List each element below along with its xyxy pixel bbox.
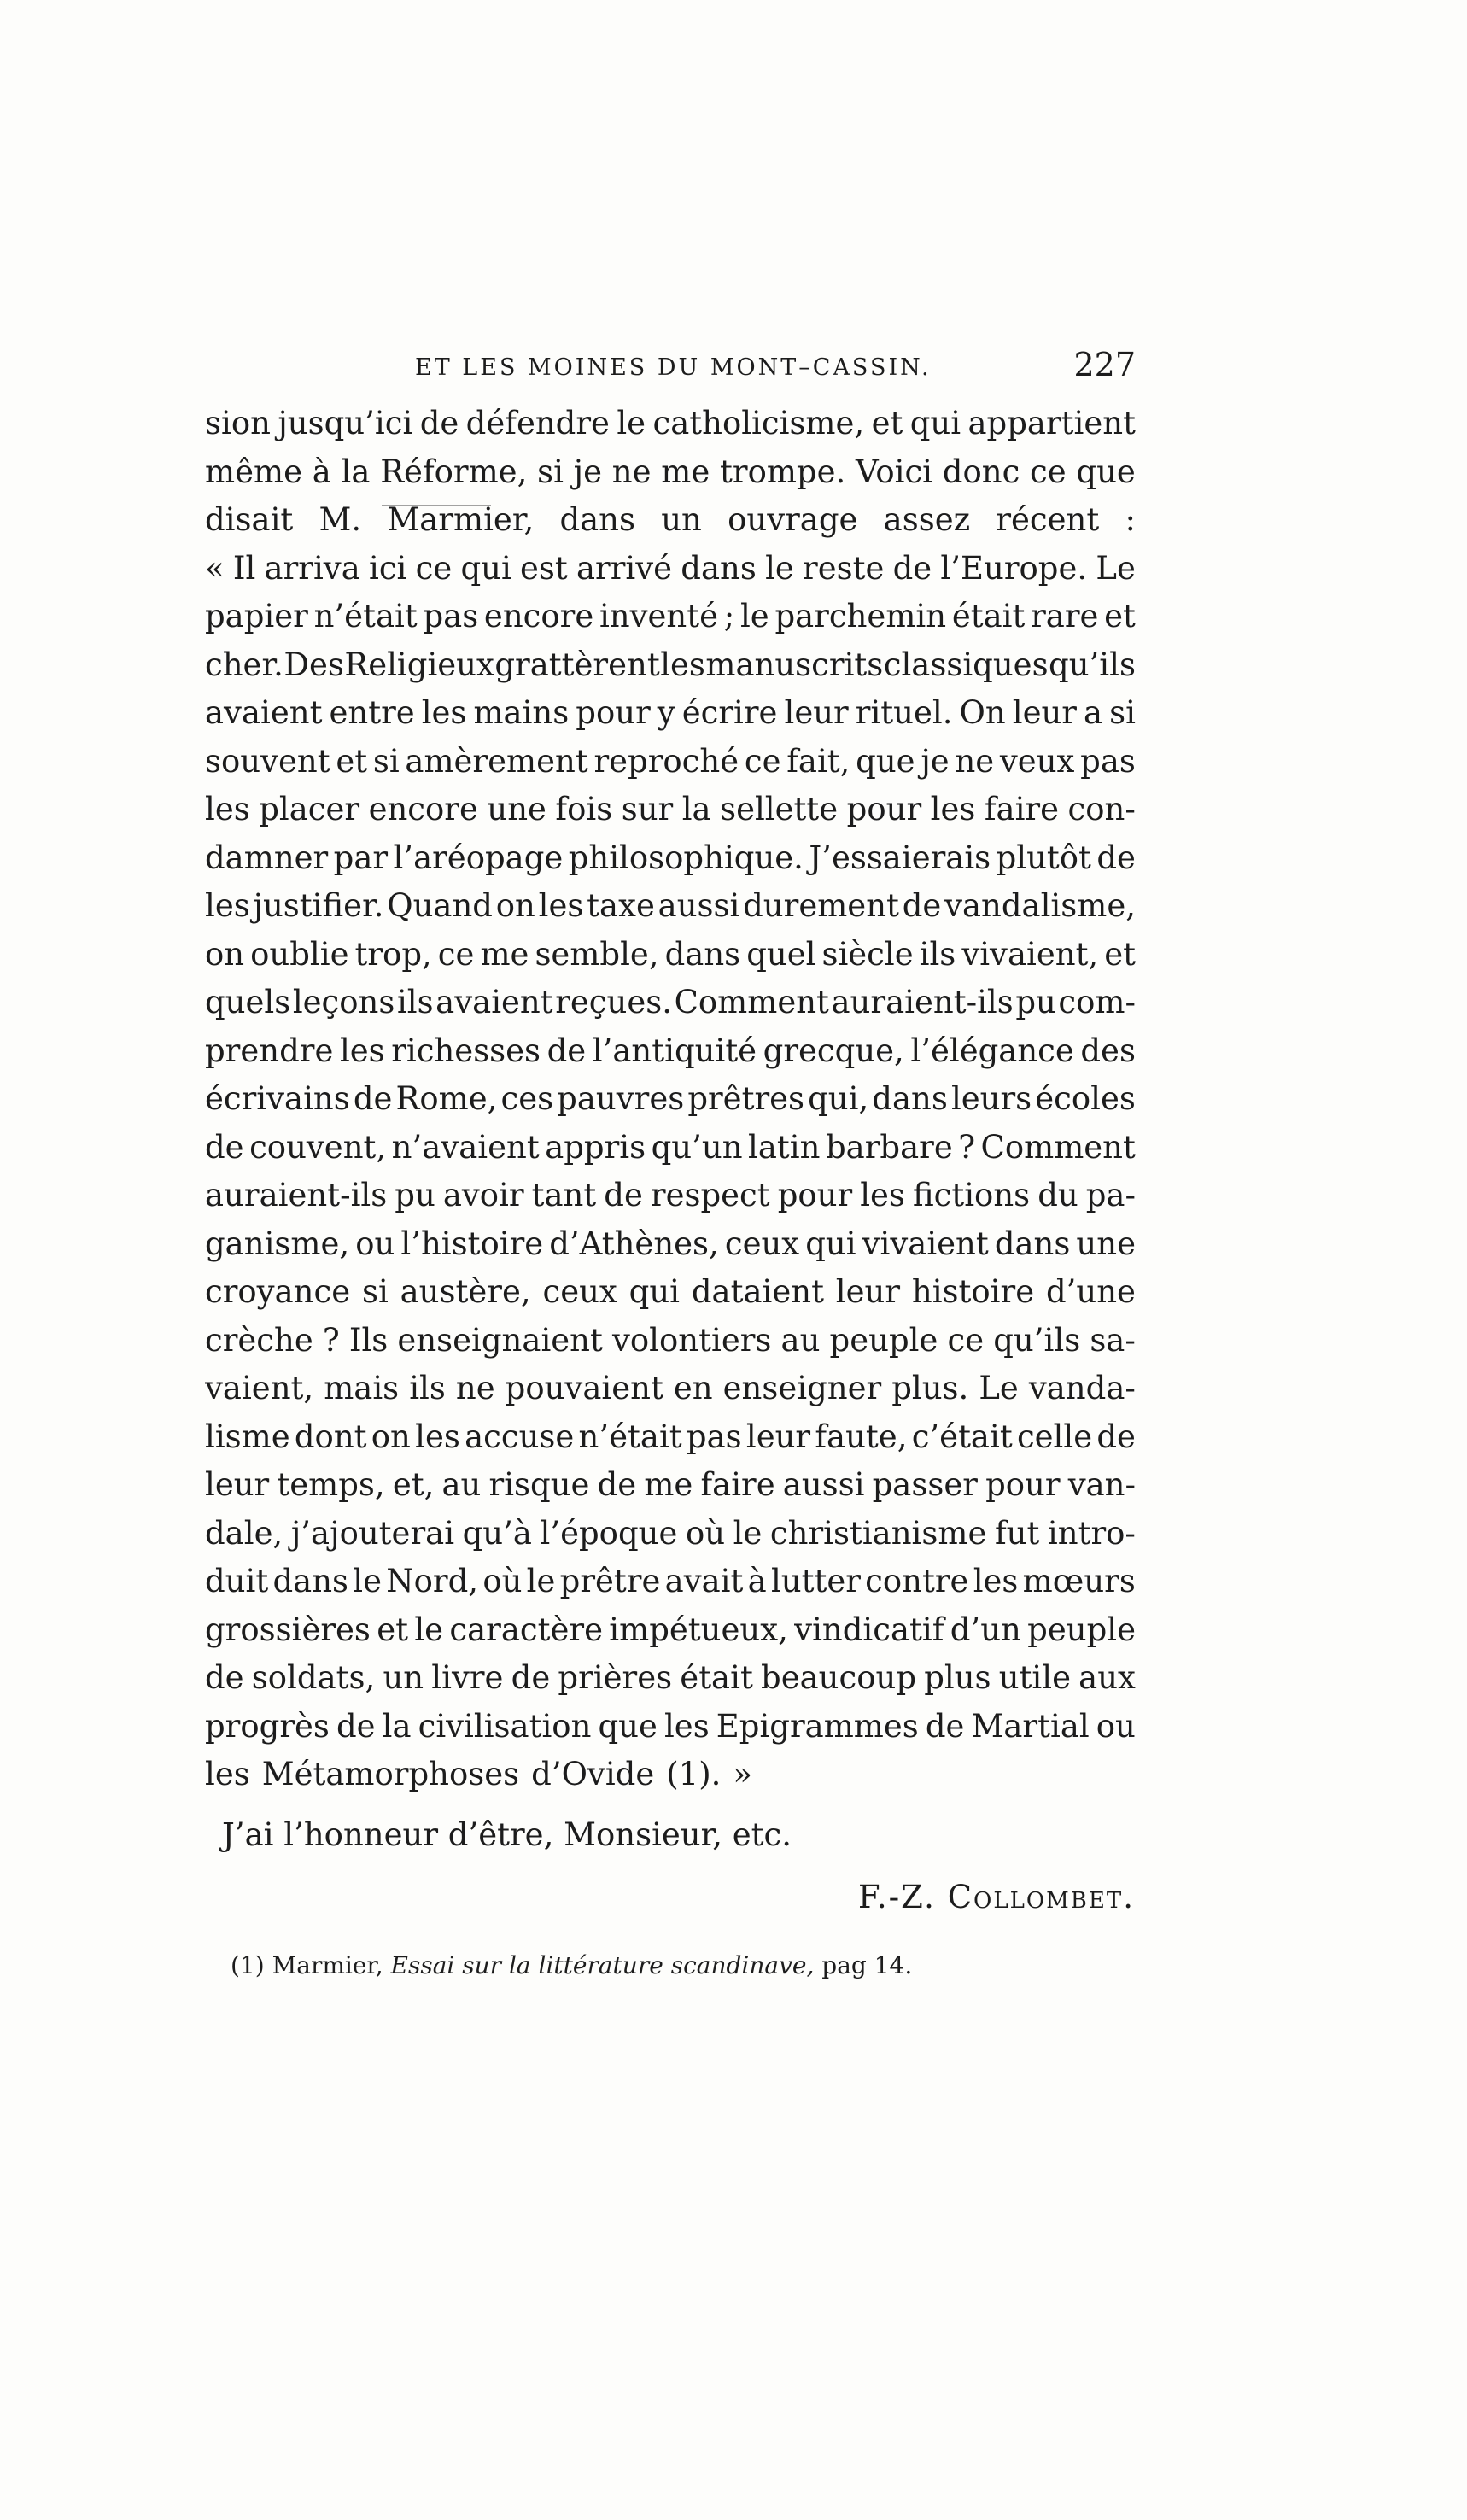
running-title: ET LES MOINES DU MONT–CASSIN. [415,354,932,381]
text-line: quels leçons ils avaient reçues. Comment auraient-ils pu com- [205,984,1136,1020]
text-line: sion jusqu’ici de défendre le catholicisme, et qui appartient [205,405,1136,441]
footnote-page: pag 14. [821,1951,913,1979]
footnote-title: Essai sur la littérature scandinave, [390,1951,815,1979]
text-line: vaient, mais ils ne pouvaient en enseigner plus. Le vanda- [205,1370,1136,1406]
footnote [231,1951,912,1979]
text-line: souvent et si amèrement reproché ce fait, que je ne veux pas [205,742,1136,780]
text-line: les placer encore une fois sur la sellette pour les faire con- [205,791,1136,827]
text-line: damner par l’aréopage philosophique. J’essaierais plutôt de [205,839,1136,876]
text-line: écrivains de Rome, ces pauvres prêtres qui, dans leurs écoles [205,1080,1136,1117]
text-line: de couvent, n’avaient appris qu’un latin barbare ? Comment [205,1128,1136,1166]
signature-surname: Collombet. [947,1879,1135,1915]
text-line: prendre les richesses de l’antiquité grecque, l’élégance des [205,1032,1136,1069]
text-line: disait M. Marmier, dans un ouvrage assez récent : [205,501,1136,538]
signature [858,1879,1135,1915]
text-line: avaient entre les mains pour y écrire leur rituel. On leur a si [205,694,1136,731]
text-line: auraient-ils pu avoir tant de respect pour les fictions du pa- [205,1177,1136,1213]
text-line: ganisme, ou l’histoire d’Athènes, ceux qui vivaient dans une [205,1225,1136,1262]
signature-initials: F.-Z. [857,1879,936,1915]
closing-salutation: J’ai l’honneur d’être, Monsieur, etc. [222,1816,792,1853]
text-line: lisme dont on les accuse n’était pas leur faute, c’était celle de [205,1418,1136,1455]
text-line: les Métamorphoses d’Ovide (1). » [205,1756,753,1792]
footnote-author: Marmier, [272,1951,383,1979]
text-line: leur temps, et, au risque de me faire aussi passer pour van- [205,1466,1136,1503]
text-line: grossières et le caractère impétueux, vindicatif d’un peuple [205,1611,1136,1648]
text-line: duit dans le Nord, où le prêtre avait à lutter contre les mœurs [205,1563,1136,1599]
page-number: 227 [1073,346,1136,383]
text-line: dale, j’ajouterai qu’à l’époque où le christianisme fut intro- [205,1514,1136,1552]
text-line: crèche ? Ils enseignaient volontiers au peuple ce qu’ils sa- [205,1321,1136,1359]
text-line: progrès de la civilisation que les Epigrammes de Martial ou [205,1707,1136,1745]
text-line: papier n’était pas encore inventé ; le parchemin était rare et [205,598,1136,634]
text-line: même à la Réforme, si je ne me trompe. Voici donc ce que [205,453,1136,490]
text-line: croyance si austère, ceux qui dataient leur histoire d’une [205,1273,1136,1310]
text-line: on oublie trop, ce me semble, dans quel siècle ils vivaient, et [205,935,1136,973]
book-page [205,346,1136,2020]
footnote-marker: (1) [231,1951,265,1979]
text-line: les justifier. Quand on les taxe aussi durement de vandalisme, [205,887,1136,924]
text-line: « Il arriva ici ce qui est arrivé dans le reste de l’Europe. Le [205,549,1136,587]
body-text [205,400,1136,1799]
running-head [205,346,1136,397]
text-line: de soldats, un livre de prières était beaucoup plus utile aux [205,1659,1136,1696]
text-line: cher. Des Religieux grattèrent les manuscrits classiques qu’ils [205,646,1136,683]
